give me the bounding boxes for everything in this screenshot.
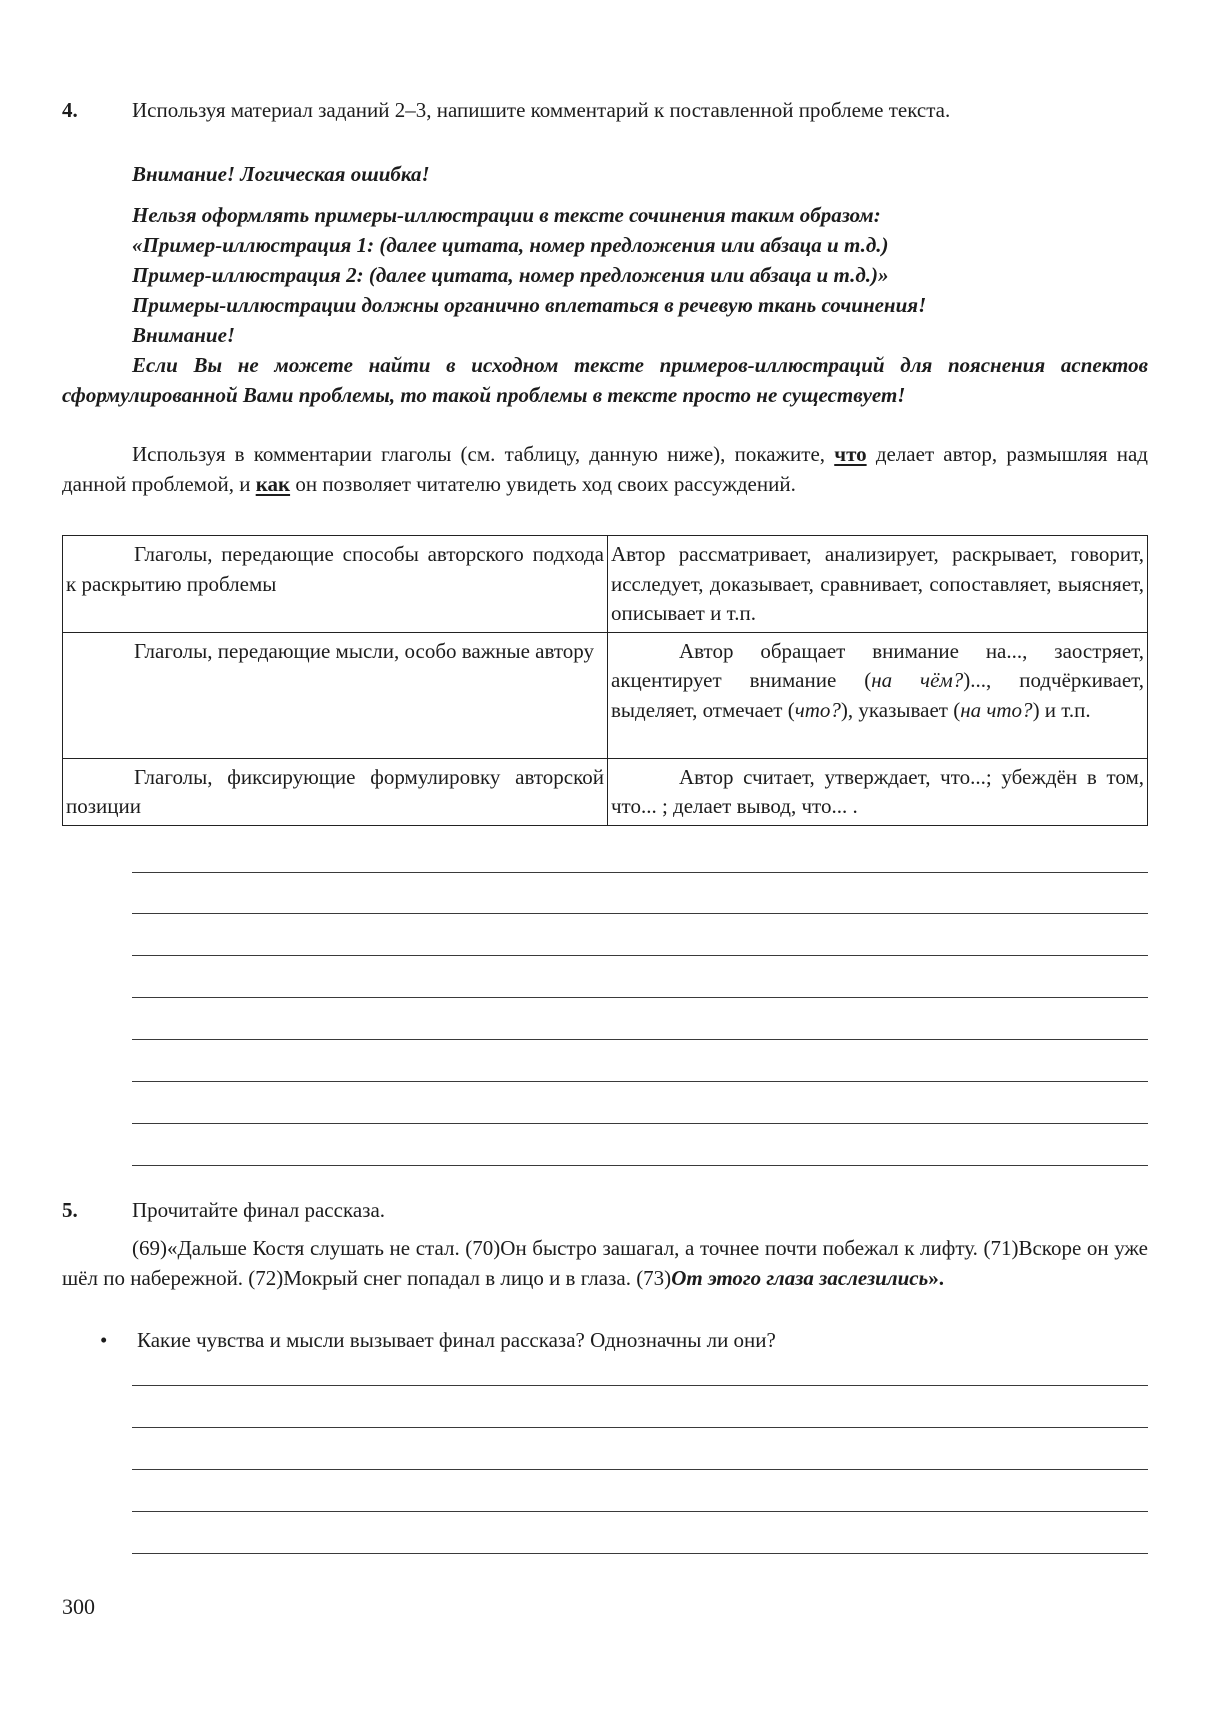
table-cell-category: Глаголы, передающие способы авторского подхода к раскрытию проблемы: [63, 536, 608, 633]
answer-line[interactable]: [132, 1469, 1148, 1470]
warning1-lines: [132, 200, 1148, 320]
task4-intro: Используя материал заданий 2–3, напишите комментарий к поставленной проблеме текста.: [132, 98, 951, 122]
task5-number: 5.: [62, 1198, 78, 1222]
instruction-part3: он позволяет читателю увидеть ход своих рассуждений.: [290, 472, 796, 496]
warning2-title: Внимание!: [132, 323, 236, 347]
excerpt-text: (69)«Дальше Костя слушать не стал. (70)Он быстро зашагал, а точнее почти побежал к лифту. (71)Вскоре он уже шёл по набережной. (72)Мокрый снег попадал в лицо и в глаза. (73): [62, 1236, 1148, 1290]
bullet: •: [100, 1328, 108, 1352]
answer-line[interactable]: [132, 1123, 1148, 1124]
instruction-what: что: [834, 442, 867, 466]
table-cell-category: Глаголы, передающие мысли, особо важные автору: [63, 632, 608, 758]
table-row: [63, 632, 1148, 758]
answer-line[interactable]: [132, 955, 1148, 956]
warning1-line: «Пример-иллюстрация 1: (далее цитата, номер предложения или абзаца и т.д.): [132, 233, 889, 257]
answer-line[interactable]: [132, 1081, 1148, 1082]
warning2-text: Если Вы не можете найти в исходном тексте примеров-иллюстраций для пояснения аспектов сформулированной Вами проблемы, то такой проблемы в тексте просто не существует!: [62, 353, 1148, 407]
answer-line[interactable]: [132, 1039, 1148, 1040]
table-row: [63, 758, 1148, 825]
instruction-how: как: [255, 472, 291, 496]
answer-line[interactable]: [132, 1385, 1148, 1386]
verbs-italic: что?: [794, 697, 841, 722]
warning1-title: Внимание! Логическая ошибка!: [132, 162, 430, 186]
task5-title: Прочитайте финал рассказа.: [132, 1198, 386, 1222]
answer-line[interactable]: [132, 913, 1148, 914]
answer-line[interactable]: [132, 997, 1148, 998]
table-cell-verbs: Автор считает, утверждает, что...; убеждён в том, что... ; делает вывод, что... .: [608, 758, 1148, 825]
answer-line[interactable]: [132, 1511, 1148, 1512]
story-excerpt: [62, 1233, 1148, 1293]
answer-line[interactable]: [132, 1165, 1148, 1166]
answer-line[interactable]: [132, 1427, 1148, 1428]
excerpt-end: ».: [928, 1266, 944, 1290]
task4-number: 4.: [62, 98, 78, 122]
verbs-text: ) и т.п.: [1032, 697, 1091, 722]
verbs-text: )..., подчёркивает, выделяет, отмечает (: [611, 668, 1144, 722]
task4-instruction: [62, 439, 1148, 499]
table-cell-category: Глаголы, фиксирующие формулировку авторской позиции: [63, 758, 608, 825]
excerpt-italic: От этого глаза заслезились: [671, 1266, 929, 1290]
table-cell-verbs: Автор рассматривает, анализирует, раскрывает, говорит, исследует, доказывает, сравнивает, сопоставляет, выясняет, описывает и т.п.: [608, 536, 1148, 633]
verbs-table: [62, 535, 1148, 826]
answer-line[interactable]: [132, 872, 1148, 873]
instruction-part1: Используя в комментарии глаголы (см. таблицу, данную ниже), покажите,: [132, 442, 835, 466]
task5-question: Какие чувства и мысли вызывает финал рассказа? Однозначны ли они?: [137, 1328, 776, 1352]
verbs-text: ), указывает (: [840, 697, 961, 722]
warning1-line: Пример-иллюстрация 2: (далее цитата, номер предложения или абзаца и т.д.)»: [132, 263, 889, 287]
table-row: [63, 536, 1148, 633]
verbs-text: Автор обращает внимание на..., заостряет, акцентирует внимание (: [611, 638, 1144, 692]
verbs-italic: на что?: [960, 697, 1033, 722]
instruction-part2: делает автор, размышляя над данной проблемой, и: [62, 442, 1148, 496]
verbs-italic: на чём?: [871, 668, 964, 692]
warning1-line: Нельзя оформлять примеры-иллюстрации в тексте сочинения таким образом:: [132, 203, 881, 227]
table-cell-verbs: [608, 632, 1148, 758]
page-number: 300: [62, 1594, 95, 1619]
warning1-line: Примеры-иллюстрации должны органично вплетаться в речевую ткань сочинения!: [132, 293, 927, 317]
answer-line[interactable]: [132, 1553, 1148, 1554]
